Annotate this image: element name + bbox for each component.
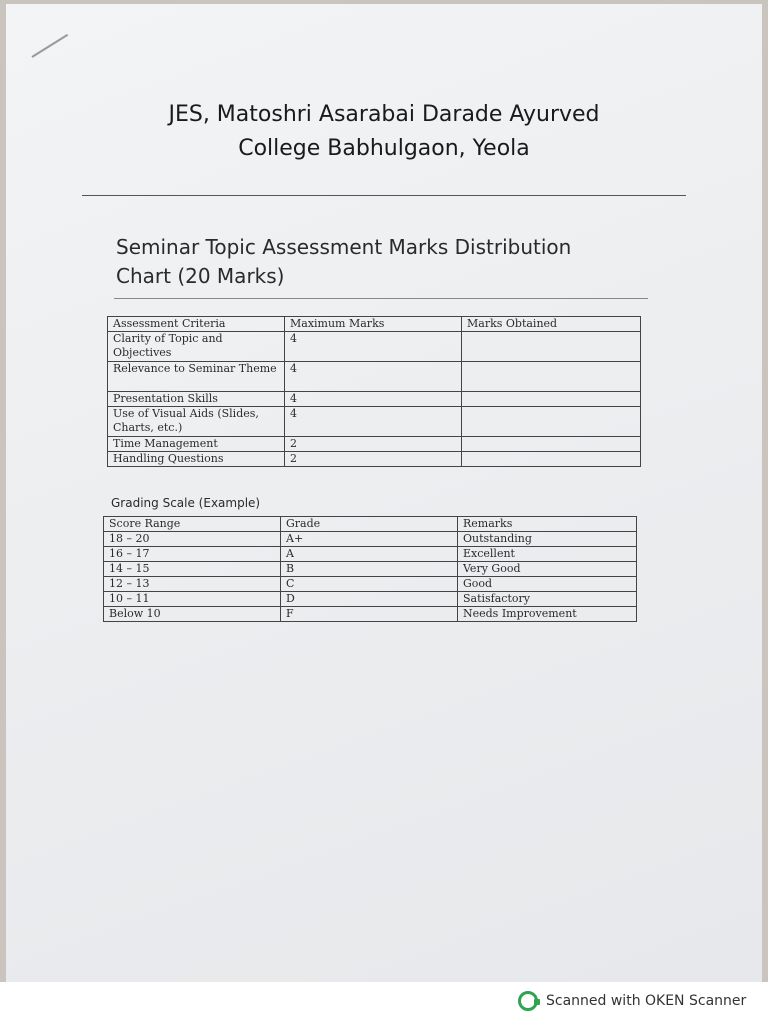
marks-obtained-cell[interactable] bbox=[462, 332, 641, 362]
table-header-row bbox=[104, 517, 637, 532]
remarks-cell: Satisfactory bbox=[458, 592, 637, 607]
remarks-cell: Needs Improvement bbox=[458, 607, 637, 622]
score-range-cell: 14 – 15 bbox=[104, 562, 281, 577]
college-title bbox=[0, 98, 768, 166]
table-row bbox=[108, 332, 641, 362]
column-header: Grade bbox=[281, 517, 458, 532]
criterion-cell: Presentation Skills bbox=[108, 392, 285, 407]
remarks-cell: Excellent bbox=[458, 547, 637, 562]
chart-title-line-2: Chart (20 Marks) bbox=[116, 264, 285, 288]
criterion-cell: Relevance to Seminar Theme bbox=[108, 362, 285, 392]
chart-title bbox=[116, 233, 656, 291]
column-header: Marks Obtained bbox=[462, 317, 641, 332]
grade-cell: C bbox=[281, 577, 458, 592]
assessment-criteria-table bbox=[107, 316, 641, 467]
max-marks-cell: 4 bbox=[285, 392, 462, 407]
column-header: Maximum Marks bbox=[285, 317, 462, 332]
table-row bbox=[104, 547, 637, 562]
score-range-cell: 10 – 11 bbox=[104, 592, 281, 607]
criterion-cell: Handling Questions bbox=[108, 452, 285, 467]
table-row bbox=[108, 362, 641, 392]
grade-cell: A bbox=[281, 547, 458, 562]
table-row bbox=[104, 532, 637, 547]
column-header: Score Range bbox=[104, 517, 281, 532]
grade-cell: B bbox=[281, 562, 458, 577]
college-title-line-1: JES, Matoshri Asarabai Darade Ayurved bbox=[168, 102, 600, 127]
subtitle-divider bbox=[114, 298, 648, 299]
scanner-watermark-text: Scanned with OKEN Scanner bbox=[546, 993, 747, 1009]
grading-scale-label: Grading Scale (Example) bbox=[111, 496, 261, 510]
remarks-cell: Outstanding bbox=[458, 532, 637, 547]
grading-scale-table bbox=[103, 516, 637, 622]
table-row bbox=[104, 592, 637, 607]
table-row bbox=[108, 407, 641, 437]
criterion-cell: Clarity of Topic and Objectives bbox=[108, 332, 285, 362]
grade-cell: A+ bbox=[281, 532, 458, 547]
header-divider bbox=[82, 195, 686, 196]
table-header-row bbox=[108, 317, 641, 332]
criterion-cell: Use of Visual Aids (Slides, Charts, etc.) bbox=[108, 407, 285, 437]
score-range-cell: Below 10 bbox=[104, 607, 281, 622]
table-row bbox=[108, 437, 641, 452]
max-marks-cell: 4 bbox=[285, 332, 462, 362]
max-marks-cell: 2 bbox=[285, 437, 462, 452]
score-range-cell: 16 – 17 bbox=[104, 547, 281, 562]
page-mark bbox=[31, 34, 68, 58]
grade-cell: D bbox=[281, 592, 458, 607]
grade-cell: F bbox=[281, 607, 458, 622]
chart-title-line-1: Seminar Topic Assessment Marks Distribution bbox=[116, 235, 572, 259]
table-row bbox=[108, 452, 641, 467]
scanner-watermark bbox=[518, 990, 746, 1012]
marks-obtained-cell[interactable] bbox=[462, 407, 641, 437]
criterion-cell: Time Management bbox=[108, 437, 285, 452]
table-row bbox=[104, 562, 637, 577]
column-header: Remarks bbox=[458, 517, 637, 532]
college-title-line-2: College Babhulgaon, Yeola bbox=[238, 136, 530, 161]
score-range-cell: 18 – 20 bbox=[104, 532, 281, 547]
remarks-cell: Very Good bbox=[458, 562, 637, 577]
max-marks-cell: 2 bbox=[285, 452, 462, 467]
marks-obtained-cell[interactable] bbox=[462, 392, 641, 407]
oken-scanner-logo-icon bbox=[518, 991, 538, 1011]
table-row bbox=[104, 577, 637, 592]
column-header: Assessment Criteria bbox=[108, 317, 285, 332]
remarks-cell: Good bbox=[458, 577, 637, 592]
marks-obtained-cell[interactable] bbox=[462, 452, 641, 467]
max-marks-cell: 4 bbox=[285, 362, 462, 392]
score-range-cell: 12 – 13 bbox=[104, 577, 281, 592]
marks-obtained-cell[interactable] bbox=[462, 362, 641, 392]
marks-obtained-cell[interactable] bbox=[462, 437, 641, 452]
table-row bbox=[108, 392, 641, 407]
max-marks-cell: 4 bbox=[285, 407, 462, 437]
table-row bbox=[104, 607, 637, 622]
